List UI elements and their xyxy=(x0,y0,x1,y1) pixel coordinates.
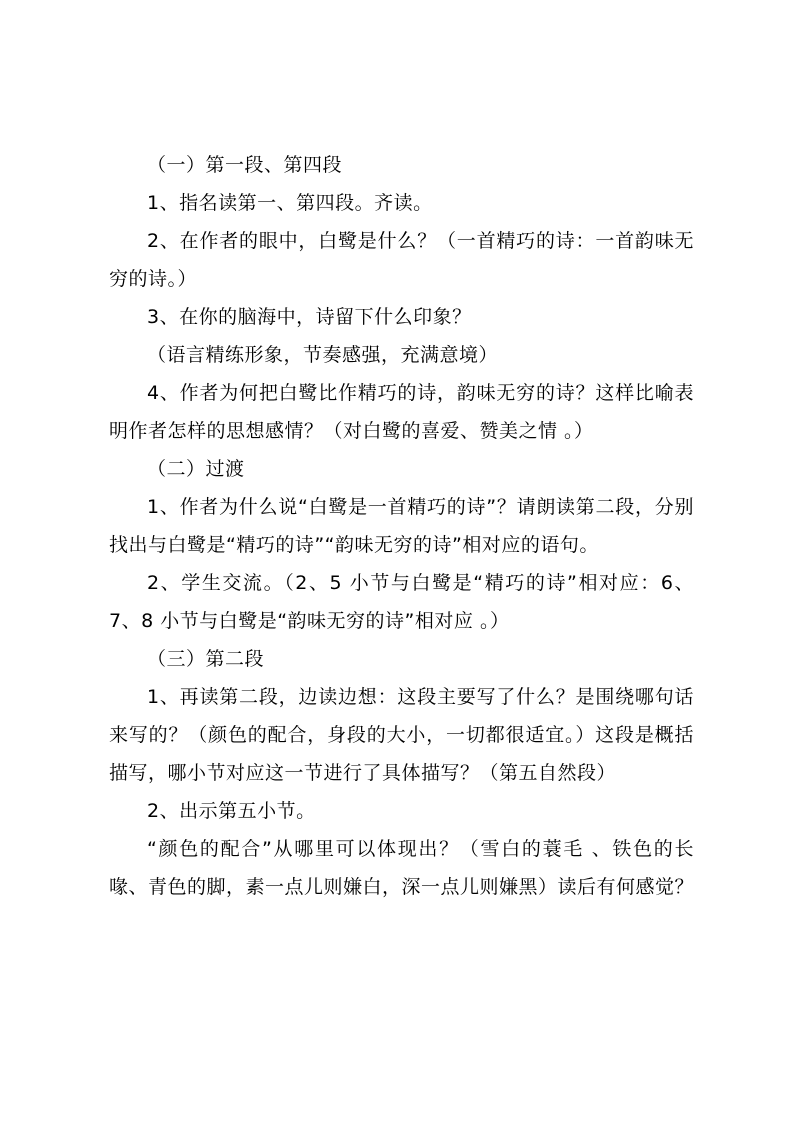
section-heading-2: （二）过渡 xyxy=(147,458,245,480)
paragraph: 4、作者为何把白鹭比作精巧的诗，韵味无穷的诗？这样比喻表明作者怎样的思想感情？（对白鹭的喜爱、赞美之情 。） xyxy=(109,382,694,442)
paragraph: 1、作者为什么说“白鹭是一首精巧的诗”？请朗读第二段，分别找出与白鹭是“精巧的诗”“韵味无穷的诗”相对应的语句。 xyxy=(109,496,694,556)
paragraph: 2、学生交流。（2、5 小节与白鹭是“精巧的诗”相对应：6、7、8 小节与白鹭是“韵味无穷的诗”相对应 。） xyxy=(109,572,694,632)
paragraph: 1、再读第二段，边读边想：这段主要写了什么？是围绕哪句话来写的？（颜色的配合，身段的大小，一切都很适宜。）这段是概括描写，哪小节对应这一节进行了具体描写？（第五自然段） xyxy=(109,686,694,784)
paragraph: “颜色的配合”从哪里可以体现出？（雪白的蓑毛 、铁色的长喙、青色的脚，素一点儿则嫌白，深一点儿则嫌黑）读后有何感觉？ xyxy=(109,838,695,898)
paragraph: （语言精练形象，节奏感强，充满意境） xyxy=(147,344,499,366)
paragraph: 2、在作者的眼中，白鹭是什么？（一首精巧的诗：一首韵味无穷的诗。） xyxy=(109,230,694,290)
paragraph: 3、在你的脑海中，诗留下什么印象？ xyxy=(147,306,472,328)
section-heading-3: （三）第二段 xyxy=(147,648,265,670)
section-heading-1: （一）第一段、第四段 xyxy=(147,154,343,176)
paragraph: 1、指名读第一、第四段。齐读。 xyxy=(147,192,433,214)
document-body xyxy=(109,146,694,906)
paragraph: 2、出示第五小节。 xyxy=(147,800,316,822)
